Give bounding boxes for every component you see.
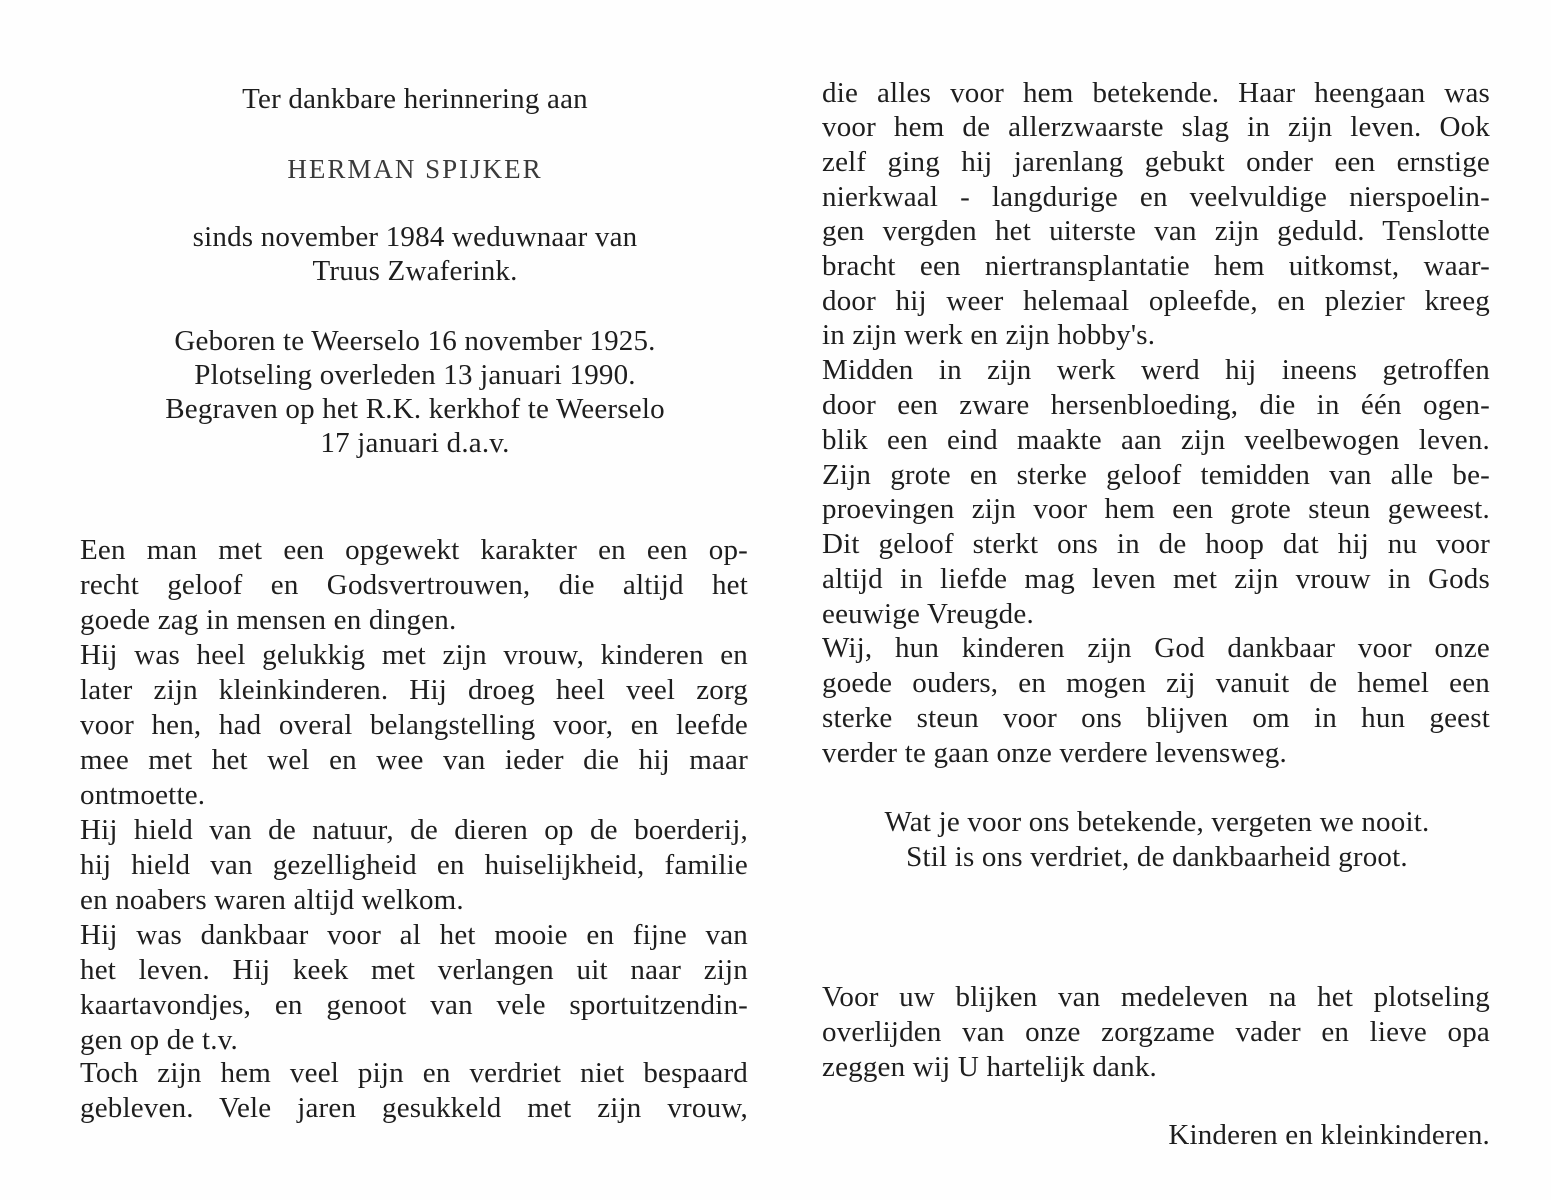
signature: Kinderen en kleinkinderen. xyxy=(1168,1119,1490,1151)
body-line: Hij hield van de natuur, de dieren op de boerderij, xyxy=(80,814,748,846)
body-line: goede ouders, en mogen zij vanuit de hemel een xyxy=(822,667,1490,699)
body-line: goede zag in mensen en dingen. xyxy=(80,604,457,636)
body-line: gen op de t.v. xyxy=(80,1024,238,1056)
body-line: Wij, hun kinderen zijn God dankbaar voor onze xyxy=(822,632,1490,664)
body-line: sterke steun voor ons blijven om in hun geest xyxy=(822,702,1490,734)
body-line: Hij was dankbaar voor al het mooie en fijne van xyxy=(80,919,748,951)
body-line: proevingen zijn voor hem een grote steun geweest. xyxy=(822,493,1490,525)
body-line: nierkwaal - langdurige en veelvuldige nierspoelin- xyxy=(822,181,1490,213)
death-info: Plotseling overleden 13 januari 1990. xyxy=(194,359,636,391)
body-line: die alles voor hem betekende. Haar heengaan was xyxy=(822,77,1490,109)
body-line: recht geloof en Godsvertrouwen, die altijd het xyxy=(80,569,748,601)
body-line: Een man met een opgewekt karakter en een op- xyxy=(80,534,748,566)
thanks-line: zeggen wij U hartelijk dank. xyxy=(822,1051,1157,1083)
body-line: blik een eind maakte aan zijn veelbewogen leven. xyxy=(822,424,1490,456)
body-line: en noabers waren altijd welkom. xyxy=(80,884,464,916)
body-line: zelf ging hij jarenlang gebukt onder een ernstige xyxy=(822,146,1490,178)
thanks-line: overlijden van onze zorgzame vader en lieve opa xyxy=(822,1016,1490,1048)
body-line: verder te gaan onze verdere levensweg. xyxy=(822,737,1287,769)
burial-info-2: 17 januari d.a.v. xyxy=(320,427,510,459)
body-line: gebleven. Vele jaren gesukkeld met zijn vrouw, xyxy=(80,1092,748,1124)
body-line: door hij weer helemaal opleefde, en plezier kreeg xyxy=(822,285,1490,317)
body-line: ontmoette. xyxy=(80,779,206,811)
body-line: eeuwige Vreugde. xyxy=(822,598,1034,630)
body-line: voor hen, had overal belangstelling voor, en leefde xyxy=(80,709,748,741)
widower-line-1: sinds november 1984 weduwnaar van xyxy=(192,221,638,253)
body-line: gen vergden het uiterste van zijn geduld. Tenslotte xyxy=(822,215,1490,247)
body-line: het leven. Hij keek met verlangen uit naar zijn xyxy=(80,954,748,986)
body-line: Midden in zijn werk werd hij ineens getroffen xyxy=(822,354,1490,386)
body-line: altijd in liefde mag leven met zijn vrouw in Gods xyxy=(822,563,1490,595)
body-line: kaartavondjes, en genoot van vele sportuitzendin- xyxy=(80,989,748,1021)
widower-line-2: Truus Zwaferink. xyxy=(312,255,518,287)
body-line: Dit geloof sterkt ons in de hoop dat hij nu voor xyxy=(822,528,1490,560)
deceased-name: HERMAN SPIJKER xyxy=(287,154,543,184)
body-line: later zijn kleinkinderen. Hij droeg heel veel zorg xyxy=(80,674,748,706)
verse-line-2: Stil is ons verdriet, de dankbaarheid groot. xyxy=(906,841,1408,873)
dedication: Ter dankbare herinnering aan xyxy=(242,83,588,115)
verse-line-1: Wat je voor ons betekende, vergeten we nooit. xyxy=(884,806,1430,838)
body-line: voor hem de allerzwaarste slag in zijn leven. Ook xyxy=(822,111,1490,143)
body-line: door een zware hersenbloeding, die in één ogen- xyxy=(822,389,1490,421)
body-line: hij hield van gezelligheid en huiselijkheid, familie xyxy=(80,849,748,881)
thanks-line: Voor uw blijken van medeleven na het plotseling xyxy=(822,981,1490,1013)
body-line: Toch zijn hem veel pijn en verdriet niet bespaard xyxy=(80,1057,748,1089)
body-line: bracht een niertransplantatie hem uitkomst, waar- xyxy=(822,250,1490,282)
body-line: Hij was heel gelukkig met zijn vrouw, kinderen en xyxy=(80,639,748,671)
body-line: in zijn werk en zijn hobby's. xyxy=(822,319,1156,351)
body-line: Zijn grote en sterke geloof temidden van alle be- xyxy=(822,459,1490,491)
burial-info-1: Begraven op het R.K. kerkhof te Weerselo xyxy=(165,393,665,425)
body-line: mee met het wel en wee van ieder die hij maar xyxy=(80,744,748,776)
birth-info: Geboren te Weerselo 16 november 1925. xyxy=(174,325,656,357)
